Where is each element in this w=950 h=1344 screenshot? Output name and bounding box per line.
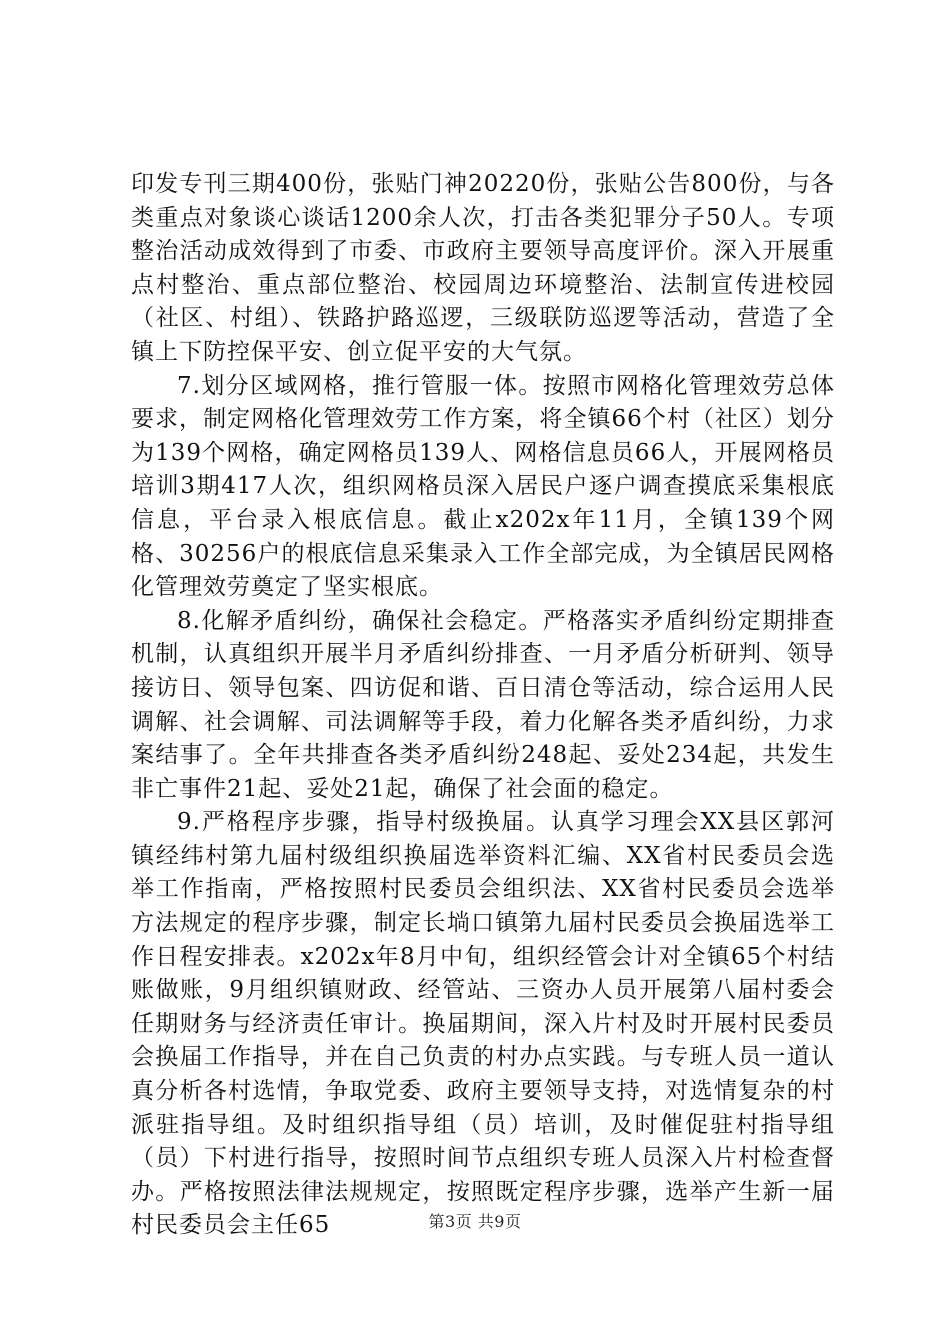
paragraph-item-7: 7.划分区域网格，推行管服一体。按照市网格化管理效劳总体要求，制定网格化管理效劳工作方案，将全镇66个村（社区）划分为139个网格，确定网格员139人、网格信息员66人，开展网格员培训3期417人次，组织网格员深入居民户逐户调查摸底采集根底信息，平台录入根底信息。截止x202x年11月，全镇139个网格、30256户的根底信息采集录入工作全部完成，为全镇居民网格化管理效劳奠定了坚实根底。 [131, 372, 835, 601]
paragraph-item-8: 8.化解矛盾纠纷，确保社会稳定。严格落实矛盾纠纷定期排查机制，认真组织开展半月矛盾纠纷排查、一月矛盾分析研判、领导接访日、领导包案、四访促和谐、百日清仓等活动，综合运用人民调解、社会调解、司法调解等手段，着力化解各类矛盾纠纷，力求案结事了。全年共排查各类矛盾纠纷248起、妥处234起，共发生非亡事件21起、妥处21起，确保了社会面的稳定。 [131, 607, 835, 802]
document-body [131, 168, 835, 1243]
page-footer: 第3页 共9页 [428, 1212, 522, 1231]
paragraph-continuation: 印发专刊三期400份，张贴门神20220份，张贴公告800份，与各类重点对象谈心谈话1200余人次，打击各类犯罪分子50人。专项整治活动成效得到了市委、市政府主要领导高度评价。深入开展重点村整治、重点部位整治、校园周边环境整治、法制宣传进校园（社区、村组）、铁路护路巡逻，三级联防巡逻等活动，营造了全镇上下防控保平安、创立促平安的大气氛。 [131, 171, 835, 365]
paragraph-item-9: 9.严格程序步骤，指导村级换届。认真学习理会XX县区郭河镇经纬村第九届村级组织换届选举资料汇编、XX省村民委员会选举工作指南，严格按照村民委员会组织法、XX省村民委员会选举方法规定的程序步骤，制定长埫口镇第九届村民委员会换届选举工作日程安排表。x202x年8月中旬，组织经管会计对全镇65个村结账做账，9月组织镇财政、经管站、三资办人员开展第八届村委会任期财务与经济责任审计。换届期间，深入片村及时开展村民委员会换届工作指导，并在自己负责的村办点实践。与专班人员一道认真分析各村选情，争取党委、政府主要领导支持，对选情复杂的村派驻指导组。及时组织指导组（员）培训，及时催促驻村指导组（员）下村进行指导，按照时间节点组织专班人员深入片村检查督办。严格按照法律法规规定，按照既定程序步骤，选举产生新一届村民委员会主任65 [131, 809, 835, 1239]
